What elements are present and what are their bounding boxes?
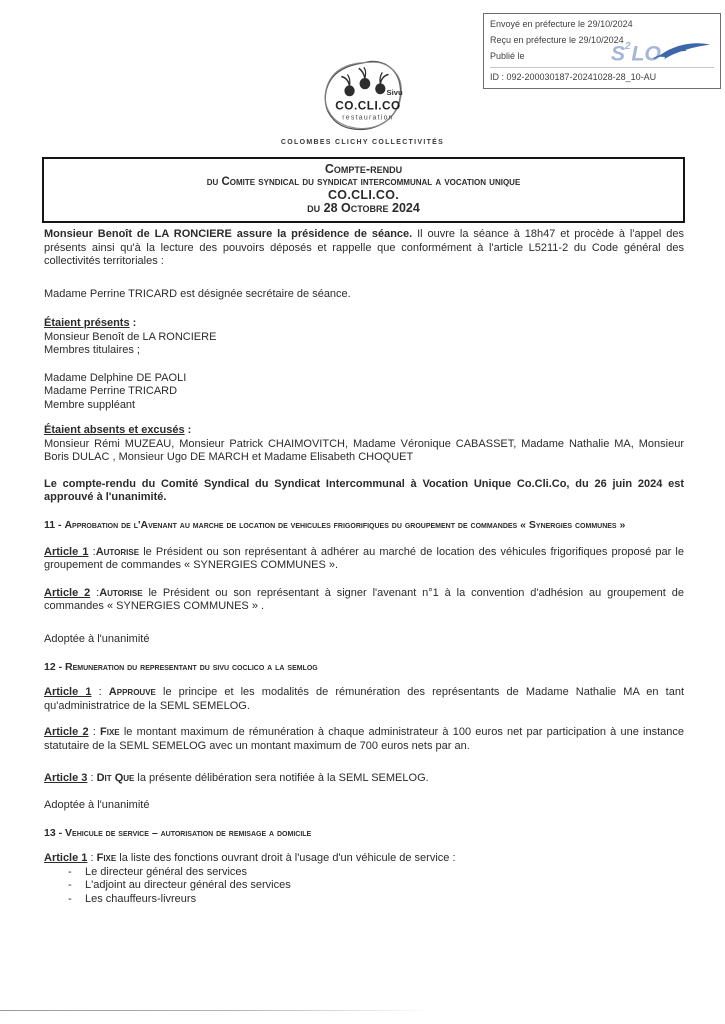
article-label: Article 1 xyxy=(44,852,88,864)
present-block xyxy=(44,317,684,358)
article-sep: : xyxy=(87,852,97,864)
article-paragraph xyxy=(44,726,684,753)
article-paragraph xyxy=(44,852,684,866)
vehicle-functions-list xyxy=(44,866,684,907)
intro-lead-rest: Il ouvre la séance à 18h47 et procède à l'appel des présents ainsi qu'à la lecture des pouvoirs déposés et rappelle que conformément à l'article L5211-2 du Code général des collectivités territoriales : xyxy=(44,228,685,267)
logo-block xyxy=(0,58,725,146)
section-heading-text: Approbation de l'Avenant au marche de location de vehicules frigorifiques du groupement de commandes « Synergies communes » xyxy=(64,518,626,531)
article-verb: Fixe xyxy=(96,852,117,864)
article-text: le Président ou son représentant à signer l'avenant n°1 à la convention d'adhésion au groupement de commandes « SYNERGIES COMMUNES » . xyxy=(44,586,684,612)
radish-icon xyxy=(341,74,354,96)
list-item: - Les chauffeurs-livreurs xyxy=(68,893,684,907)
stamp-sent-line: Envoyé en préfecture le 29/10/2024 xyxy=(490,19,633,29)
logo-sivu-text: Sivu xyxy=(386,87,403,97)
article-sep: : xyxy=(88,726,101,738)
article-text: le principe et les modalités de rémunération des représentants de Madame Nathalie MA en tant qu'administratrice de la SEML SEMELOG. xyxy=(44,686,685,712)
section-number: 12 - xyxy=(44,661,66,673)
article-text: le Président ou son représentant à adhérer au marché de location des véhicules frigorifiques proposé par le groupement de commandes « SYNERGIES COMMUNES ». xyxy=(44,545,684,571)
article-verb: Approuve xyxy=(108,686,156,698)
present-line: Membres titulaires ; xyxy=(44,344,140,356)
present-line: Monsieur Benoît de LA RONCIERE xyxy=(44,330,217,343)
article-text: la présente délibération sera notifiée à la SEML SEMELOG. xyxy=(134,772,429,784)
present-header xyxy=(44,317,684,331)
title-line-1: Compte-rendu xyxy=(324,162,403,176)
section-heading-13 xyxy=(44,826,684,840)
secretary-paragraph: Madame Perrine TRICARD est désignée secrétaire de séance. xyxy=(44,287,351,300)
absent-header-colon: : xyxy=(184,424,192,436)
article-sep: : xyxy=(90,586,100,599)
article-verb: Autorise xyxy=(95,545,140,558)
article-text: la liste des fonctions ouvrant droit à l'usage d'un véhicule de service : xyxy=(116,852,456,864)
article-paragraph xyxy=(44,772,684,786)
intro-lead-bold: Monsieur Benoît de LA RONCIERE assure la présidence de séance. xyxy=(44,228,413,240)
article-label: Article 2 xyxy=(44,586,91,599)
substitute-line: Membre suppléant xyxy=(44,398,136,411)
section-heading-text: Vehicule de service – autorisation de remisage a domicile xyxy=(65,827,312,839)
article-sep: : xyxy=(87,772,97,784)
radish-icon xyxy=(359,67,370,89)
document-body xyxy=(44,228,684,906)
article-paragraph xyxy=(44,546,684,573)
s2lo-logo-sup: 2 xyxy=(624,41,631,53)
section-heading-12 xyxy=(44,660,684,674)
logo-name-text: CO.CLI.CO xyxy=(335,99,401,113)
absent-block xyxy=(44,424,684,465)
absent-header xyxy=(44,424,684,438)
title-box xyxy=(42,157,685,223)
article-verb: Autorise xyxy=(99,586,143,599)
adopted-line: Adoptée à l'unanimité xyxy=(44,798,150,811)
article-paragraph xyxy=(44,686,684,713)
logo-tagline: COLOMBES CLICHY COLLECTIVITÉS xyxy=(280,139,445,146)
stamp-id-line: ID : 092-200030187-20241028-28_10-AU xyxy=(490,67,714,86)
section-number: 11 - xyxy=(44,518,65,531)
adopted-line: Adoptée à l'unanimité xyxy=(44,632,150,645)
article-label: Article 3 xyxy=(44,772,88,784)
list-item: - L'adjoint au directeur général des services xyxy=(68,879,684,893)
substitute-line: Madame Delphine DE PAOLI xyxy=(44,371,187,384)
article-verb: Dit Que xyxy=(96,772,135,784)
s2lo-logo-s: S xyxy=(610,41,626,66)
article-sep: : xyxy=(91,686,109,698)
article-paragraph xyxy=(44,587,684,614)
substitute-line: Madame Perrine TRICARD xyxy=(44,385,178,397)
substitute-block xyxy=(44,372,684,413)
coclico-logo xyxy=(318,58,418,138)
logo-subtitle-text: restauration xyxy=(342,114,394,122)
present-header-colon: : xyxy=(129,317,137,329)
article-sep: : xyxy=(88,545,96,558)
section-heading-text: Remuneration du representant du sivu coclico a la semlog xyxy=(65,661,318,673)
article-label: Article 1 xyxy=(44,545,89,558)
title-line-4: du 28 Octobre 2024 xyxy=(307,201,420,215)
scan-artifact-line xyxy=(0,1010,432,1011)
approval-paragraph: Le compte-rendu du Comité Syndical du Syndicat Intercommunal à Vocation Unique Co.Cli.Co, du 26 juin 2024 est approuvé à l'unanimité. xyxy=(44,477,684,503)
s2lo-logo-lo: LO xyxy=(631,41,661,66)
section-number: 13 - xyxy=(44,827,66,839)
stamp-published-line: Publié le xyxy=(490,51,525,61)
absent-header-label: Étaient absents et excusés xyxy=(44,424,185,436)
list-item: - Le directeur général des services xyxy=(68,866,684,880)
article-label: Article 2 xyxy=(44,726,89,738)
article-label: Article 1 xyxy=(44,686,92,698)
title-line-2: du Comite syndical du syndicat intercommunal a vocation unique xyxy=(206,176,521,188)
title-line-3: CO.CLI.CO. xyxy=(327,188,400,202)
stamp-received-line: Reçu en préfecture le 29/10/2024 xyxy=(490,35,624,45)
intro-paragraph xyxy=(44,228,684,269)
s2lo-swoosh-icon xyxy=(658,43,710,59)
article-text: le montant maximum de rémunération à chaque administrateur à 100 euros net par participation à une instance statutaire de la SEML SEMELOG avec un montant maximum de 700 euros nets par an. xyxy=(44,726,684,752)
present-header-label: Étaient présents xyxy=(44,317,130,329)
absent-names: Monsieur Rémi MUZEAU, Monsieur Patrick CHAIMOVITCH, Madame Véronique CABASSET, Madame Nathalie MA, Monsieur Boris DULAC , Monsieur Ugo DE MARCH et Madame Elisabeth CHOQUET xyxy=(44,437,684,463)
article-verb: Fixe xyxy=(100,726,120,738)
section-heading-11 xyxy=(44,518,684,532)
